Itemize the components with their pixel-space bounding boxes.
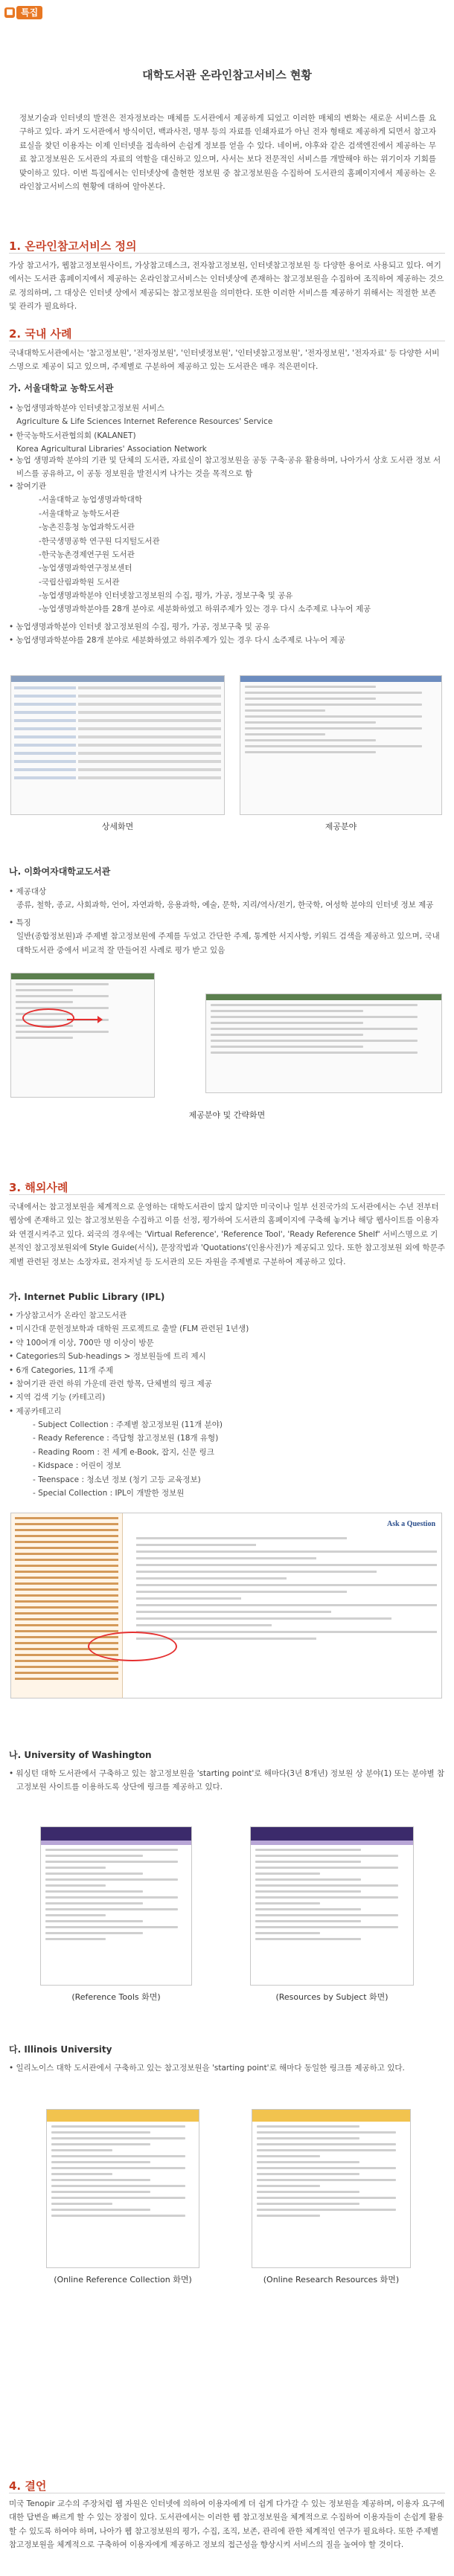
list-item: - Subject Collection : 주제별 참고정보원 (11개 분야) (33, 1420, 223, 1429)
section-3-heading: 3. 해외사례 (9, 1181, 68, 1194)
il-research-screenshot (252, 2109, 411, 2268)
list-item: -한국생명공학 연구원 디지털도서관 (39, 536, 160, 546)
list-item: -한국농촌경제연구원 도서관 (39, 550, 135, 559)
uw-subject-screenshot (250, 1826, 414, 1986)
section-2-heading: 2. 국내 사례 (9, 327, 72, 341)
list-item: - Reading Room : 전 세계 e-Book, 잡지, 신문 링크 (33, 1447, 214, 1457)
ipl-list (9, 1309, 445, 1500)
highlight-ring (22, 1008, 74, 1028)
list-item: -국립산림과학원 도서관 (39, 577, 120, 587)
il-body: • 일리노이스 대학 도서관에서 구축하고 있는 참고정보원을 'starting point'로 해마다 동일한 링크를 제공하고 있다. (9, 2064, 405, 2073)
list-item: -농업생명과학분야 인터넷참고정보원의 수집, 평가, 가공, 정보구축 및 공유 (39, 591, 293, 600)
snu-fields-screenshot (240, 675, 442, 815)
list-item: • 농업생명과학분야 인터넷참고정보원 서비스 (9, 404, 164, 413)
section-4-body: 미국 Tenopir 교수의 주장처럼 웹 자원은 인터넷에 의하여 이용자에게 더 쉽게 다가갈 수 있는 정보원을 제공하며, 이용자 요구에 대한 답변을 빠르게 할 수 있는 장점이 있다. 도서관에서는 이러한 웹 참고정보원을 체계적으로 수집하여 이용자들이 손쉽게 활용할 수 있도록 하여야 하며, 나아가 웹 참고정보원의 평가, 수집, 조직, 보존, 관리에 관한 체계적인 연구가 필요하다. 또한 주제별 참고정보원을 체계적으로 구축하여 이용자에게 제공하고 정보의 접근성을 향상시켜 서비스의 질을 높여야 할 것이다. (9, 2499, 445, 2550)
snu-caption-left: 상세화면 (101, 822, 134, 831)
list-item: • 참여기관 (9, 482, 47, 491)
snu-caption-right: 제공분야 (324, 822, 357, 831)
snu-detail-screenshot (10, 675, 225, 815)
list-item: • 참여기관 관련 하위 가운데 관련 항목, 단체별의 링크 제공 (9, 1379, 212, 1388)
list-item: • 제공대상 (9, 887, 47, 896)
badge-label: 특집 (16, 6, 42, 19)
il-caption-left: (Online Reference Collection 화면) (54, 2275, 192, 2284)
il-heading: 다. Illinois University (9, 2044, 112, 2055)
list-item: • 지역 검색 기능 (카테고리) (9, 1393, 106, 1403)
il-caption-right: (Online Research Resources 화면) (263, 2275, 400, 2284)
list-item: -농업생명과학연구정보센터 (39, 564, 132, 573)
list-item: • Categories의 Sub-headings > 정보원들에 트리 제시 (9, 1352, 206, 1362)
uw-body: • 워싱턴 대학 도서관에서 구축하고 있는 참고정보원을 'starting point'로 해마다(3년 8개년) 정보원 상 분야(1) 또는 분야별 참고정보원 사이트를 이용하도록 상단에 링크를 제공하고 있다. (9, 1769, 445, 1792)
ewha-heading: 나. 이화여자대학교도서관 (9, 866, 111, 877)
ipl-screenshot (10, 1513, 442, 1698)
page-title: 대학도서관 온라인참고서비스 현황 (142, 68, 312, 82)
list-item: Korea Agricultural Libraries' Association Network (16, 445, 207, 454)
list-item: - Special Collection : IPL이 개발한 정보원 (33, 1488, 185, 1498)
ewha-target (9, 885, 445, 912)
section-1-heading: 1. 온라인참고서비스 정의 (9, 239, 137, 253)
list-item: Agriculture & Life Sciences Internet Reference Resources' Service (16, 417, 273, 427)
intro-paragraph: 정보기술과 인터넷의 발전은 전자정보라는 매체를 도서관에서 제공하게 되었고 이러한 매체의 변화는 새로운 서비스를 요구하고 있다. 과거 도서관에서 방식이던, 백과사전, 명부 등의 자료를 인쇄자료가 아닌 전자 형태로 제공하게 되면서 참고자료실을 찾던 이용자는 이제 인터넷을 접속하여 손쉽게 정보를 얻을 수 있다. 네이버, 야후와 같은 검색엔진에서 제공하는 무료 참고정보원은 도서관의 자료의 역할을 대신하고 있으며, 사서는 보다 전문적인 서비스를 개발해야 하는 위기이자 기회를 맞이하고 있다. 이번 특집에서는 인터넷상에 출현한 정보원 중 참고정보원을 수집하여 도서관의 홈페이지에서 제공하는 온라인참고서비스의 현황에 대하여 알아본다. (19, 114, 436, 191)
snu-members (9, 480, 445, 616)
highlight-ring (88, 1632, 177, 1661)
snu-list (9, 402, 445, 457)
ewha-list-screenshot (205, 994, 442, 1093)
uw-caption-left: (Reference Tools 화면) (71, 1992, 161, 2002)
section-3-intro: 국내에서는 참고정보원을 체계적으로 운영하는 대학도서관이 많지 않지만 미국이나 일부 선진국가의 도서관에서는 수년 전부터 웹상에 존재하고 있는 참고정보원을 수집하고 이를 선정, 평가하여 도서관의 홈페이지에 구축해 놓거나 해당 웹사이트를 이용자와 연결시켜주고 있다. 외국의 경우에는 'Virtual Reference', 'Reference Tool', 'Ready Reference Shelf' 서비스명으로 기본적인 참고정보원외에 Style Guide(서식), 문장작법과 'Quotations'(인용사전)가 제공되고 있다. 또한 참고정보원 외에 학문주제별 관련된 정보는 소장자료, 전자저널 등 도서관의 모든 자원을 주제별로 구분하여 제공하고 있다. (9, 1202, 445, 1266)
list-item: • 특징 (9, 918, 31, 927)
ipl-screen-title: Ask a Question (386, 1520, 435, 1528)
uw-heading: 나. University of Washington (9, 1750, 152, 1760)
list-item: - Ready Reference : 즉답형 참고정보원 (18개 유형) (33, 1434, 219, 1443)
snu-footnotes (9, 620, 445, 648)
ewha-fields-screenshot (10, 973, 155, 1098)
list-item: - Kidspace : 어린이 정보 (33, 1461, 121, 1471)
ipl-heading: 가. Internet Public Library (IPL) (9, 1292, 165, 1302)
arrow-icon (67, 1019, 101, 1020)
list-item: • 가상참고서가 온라인 참고도서관 (9, 1311, 127, 1320)
list-item: -농촌진흥청 농업과학도서관 (39, 523, 135, 532)
section-4-heading: 4. 결언 (9, 2479, 47, 2493)
uw-caption-right: (Resources by Subject 화면) (275, 1992, 389, 2002)
list-item: 일반(종합정보원)과 주제별 참고정보원에 주제를 두었고 간단한 주제, 통계한 서지사항, 키워드 검색을 제공하고 있으며, 국내대학도서관 중에서 비교적 잘 만들어진 사례로 평가 받고 있음 (16, 932, 440, 955)
list-item: • 제공카테고리 (9, 1406, 62, 1416)
bullet-icon: ■ (4, 7, 15, 18)
list-item: • 미시간대 문헌정보학과 대학원 프로젝트로 출발 (FLM 관련된 1년생) (9, 1324, 249, 1334)
uw-reference-screenshot (40, 1826, 192, 1986)
il-reference-screenshot (46, 2109, 199, 2268)
list-item: -농업생명과학분야를 28개 분야로 세분화하였고 하위주제가 있는 경우 다시 소주제로 나누어 제공 (39, 605, 371, 614)
list-item: • 농업 생명과학 분야의 기관 및 단체의 도서관, 자료실이 참고정보원을 공동 구축·공유 활용하며, 나아가서 상호 도서관 정보 서비스를 공유하고, 이 공동 정보원을 발전시켜 나가는 것을 목적으로 함 (9, 456, 441, 479)
divider (9, 253, 445, 254)
snu-heading: 가. 서울대학교 농학도서관 (9, 383, 114, 393)
list-item: • 약 100여개 이상, 700만 명 이상이 방문 (9, 1338, 154, 1347)
section-badge (4, 6, 42, 19)
ewha-feature (9, 916, 445, 957)
section-2-intro: 국내대학도서관에서는 '참고정보원', '전자정보원', '인터넷정보원', '인터넷참고정보원', '전자정보원', '전자자료' 등 다양한 서비스명으로 제공이 되고 있으며, 주제별로 구분하여 제공하고 있는 도서관은 매우 적은편이다. (9, 349, 440, 372)
list-item: - Teenspace : 청소년 정보 (청기 고등 교육정보) (33, 1475, 201, 1484)
list-item: • 6개 Categories, 11개 주제 (9, 1365, 114, 1375)
list-item: 종류, 철학, 종교, 사회과학, 언어, 자연과학, 응용과학, 예술, 문학, 지리/역사/전기, 한국학, 여성학 분야의 인터넷 정보 제공 (16, 901, 434, 910)
list-item: • 농업생명과학분야 인터넷 참고정보원의 수집, 평가, 가공, 정보구축 및 공유 (9, 622, 270, 631)
divider (9, 1194, 445, 1195)
ewha-caption: 제공분야 및 간략화면 (188, 1110, 266, 1120)
section-1-body: 가상 참고서가, 웹참고정보원사이트, 가상참고데스크, 전자참고정보원, 인터넷참고정보원 등 다양한 용어로 사용되고 있다. 여기에서는 도서관 홈페이지에서 제공하는 온라인참고서비스는 인터넷상에 존재하는 참고정보원을 수집하여 조직하여 제공하는 것으로 정의하며, 그 대상은 인터넷 상에서 제공되는 참고정보원을 의미한다. 또한 이러한 서비스를 제공하기 위해서는 적절한 보존 및 관리가 필요하다. (9, 261, 444, 312)
list-item: • 한국농학도서관협의회 (KALANET) (9, 431, 136, 440)
list-item: • 농업생명과학분야를 28개 분야로 세분화하였고 하위주제가 있는 경우 다시 소주제로 나누어 제공 (9, 636, 345, 645)
list-item: -서울대학교 농업생명과학대학 (39, 495, 142, 505)
list-item: -서울대학교 농학도서관 (39, 509, 120, 518)
